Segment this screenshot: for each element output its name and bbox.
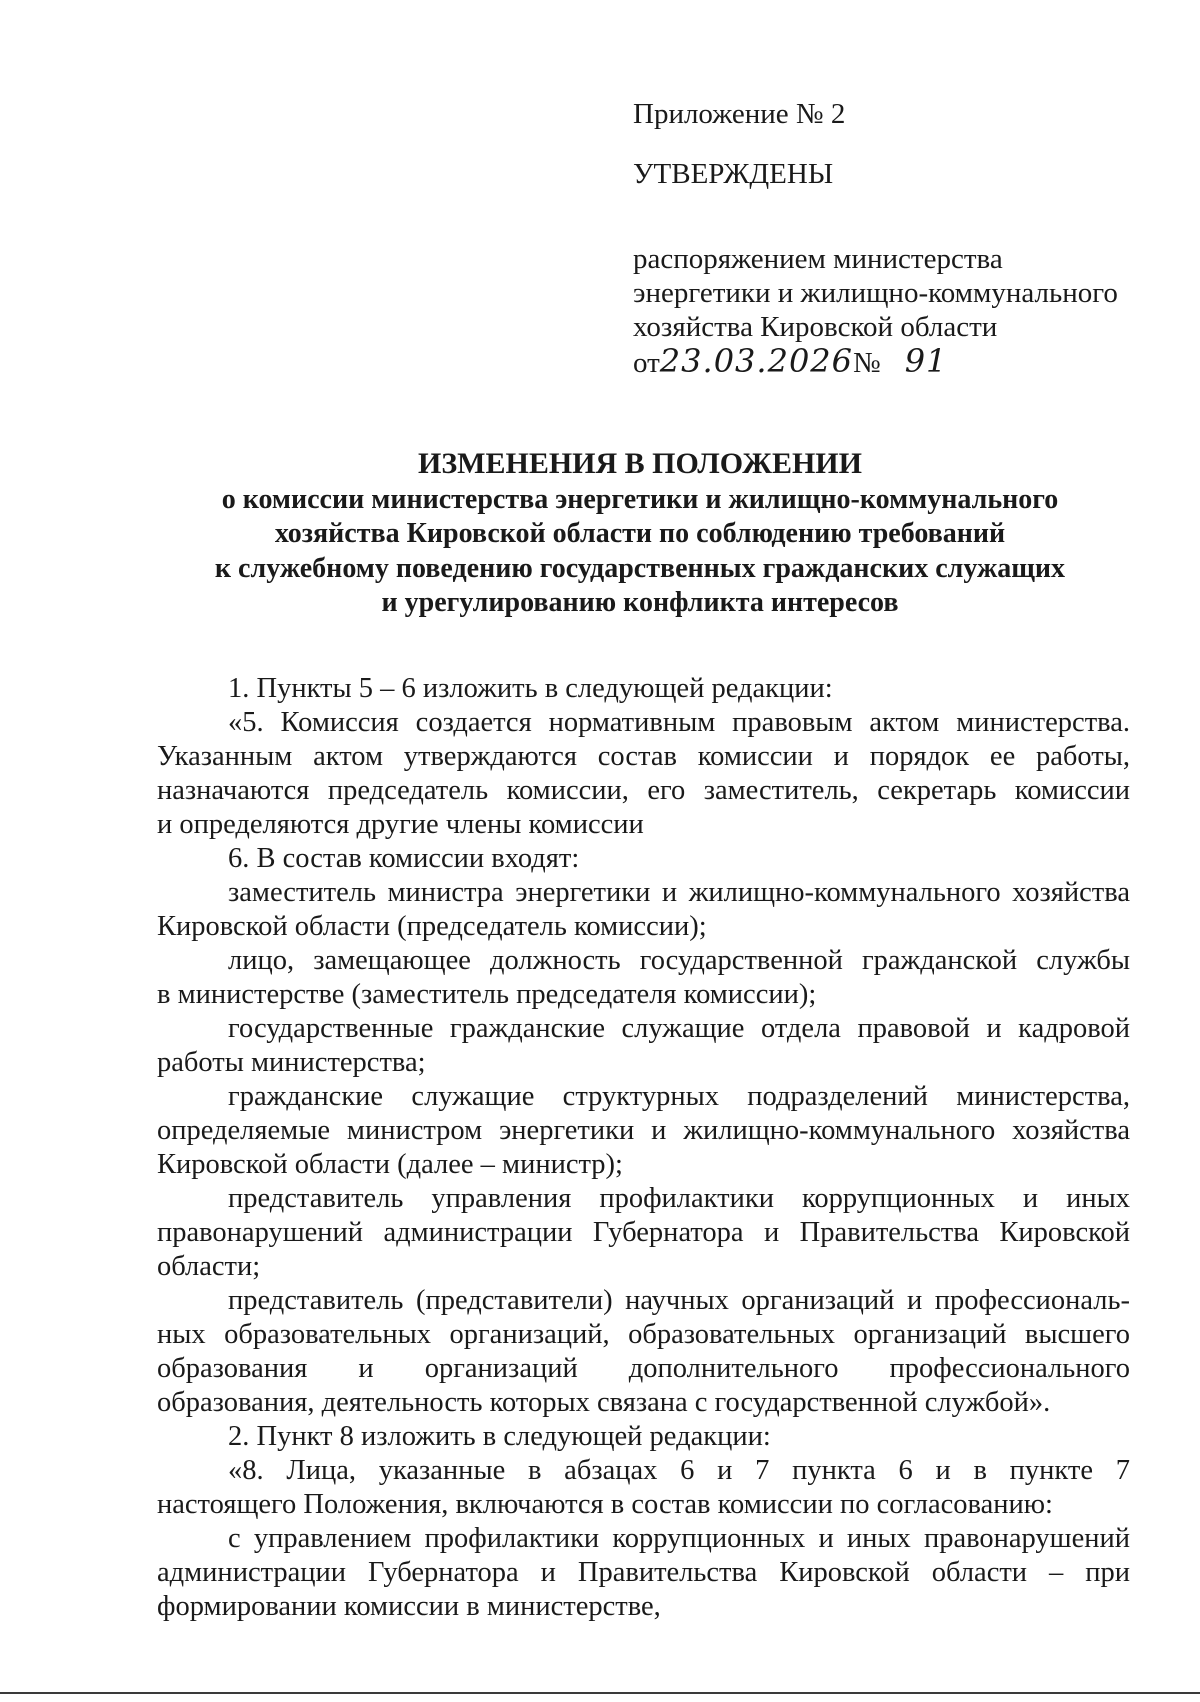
title-line-1: о комиссии министерства энергетики и жилищно-коммунального xyxy=(221,484,1059,515)
body-line: назначаются председатель комиссии, его заместитель, секретарь комиссии xyxy=(157,775,1130,806)
body-line: образования, деятельность которых связана с государственной службой». xyxy=(157,1387,1051,1418)
body-line: работы министерства; xyxy=(157,1047,426,1078)
approved-label: УТВЕРЖДЕНЫ xyxy=(633,158,834,190)
body-line: администрации Губернатора и Правительства Кировской области – при xyxy=(157,1557,1130,1588)
body-line: ных образовательных организаций, образовательных организаций высшего xyxy=(157,1319,1130,1350)
title-line-2: хозяйства Кировской области по соблюдению требований xyxy=(274,518,1006,549)
approval-line-3: хозяйства Кировской области xyxy=(633,311,998,343)
approval-line-1: распоряжением министерства xyxy=(633,243,1003,275)
body-line: 6. В состав комиссии входят: xyxy=(228,843,580,874)
body-line: настоящего Положения, включаются в состав комиссии по согласованию: xyxy=(157,1489,1053,1520)
approval-date-line xyxy=(633,344,947,380)
number-label: № xyxy=(853,347,881,379)
title-line-4: и урегулированию конфликта интересов xyxy=(381,587,899,618)
body-line: в министерстве (заместитель председателя комиссии); xyxy=(157,979,817,1010)
body-line: представитель (представители) научных организаций и профессиональ- xyxy=(228,1285,1130,1316)
body-line: «8. Лица, указанные в абзацах 6 и 7 пункта 6 и в пункте 7 xyxy=(228,1455,1130,1486)
appendix-label: Приложение № 2 xyxy=(633,98,846,130)
body-line: лицо, замещающее должность государственной гражданской службы xyxy=(228,945,1130,976)
body-line: определяемые министром энергетики и жилищно-коммунального хозяйства xyxy=(157,1115,1130,1146)
handwritten-number: 91 xyxy=(904,342,948,380)
body-line: области; xyxy=(157,1251,261,1282)
body-line: и определяются другие члены комиссии xyxy=(157,809,644,840)
body-line: государственные гражданские служащие отдела правовой и кадровой xyxy=(228,1013,1130,1044)
body-line: «5. Комиссия создается нормативным правовым актом министерства. xyxy=(228,707,1130,738)
body-line: правонарушений администрации Губернатора и Правительства Кировской xyxy=(157,1217,1130,1248)
body-line: Указанным актом утверждаются состав комиссии и порядок ее работы, xyxy=(157,741,1130,772)
body-line: гражданские служащие структурных подразделений министерства, xyxy=(228,1081,1130,1112)
title-line-3: к служебному поведению государственных гражданских служащих xyxy=(214,553,1066,584)
body-line: заместитель министра энергетики и жилищно-коммунального хозяйства xyxy=(228,877,1130,908)
document-title: ИЗМЕНЕНИЯ В ПОЛОЖЕНИИ xyxy=(418,447,862,480)
body-line: представитель управления профилактики коррупционных и иных xyxy=(228,1183,1130,1214)
approval-line-2: энергетики и жилищно-коммунального xyxy=(633,277,1118,309)
body-line: 1. Пункты 5 – 6 изложить в следующей редакции: xyxy=(228,673,833,704)
body-line: 2. Пункт 8 изложить в следующей редакции: xyxy=(228,1421,771,1452)
body-line: Кировской области (председатель комиссии); xyxy=(157,911,707,942)
bottom-edge-line xyxy=(0,1692,1200,1694)
handwritten-date: 23.03.2026 xyxy=(659,342,854,380)
body-line: с управлением профилактики коррупционных и иных правонарушений xyxy=(228,1523,1130,1554)
body-line: образования и организаций дополнительного профессионального xyxy=(157,1353,1130,1384)
body-line: Кировской области (далее – министр); xyxy=(157,1149,623,1180)
date-prefix: от xyxy=(633,347,660,379)
body-line: формировании комиссии в министерстве, xyxy=(157,1591,661,1622)
